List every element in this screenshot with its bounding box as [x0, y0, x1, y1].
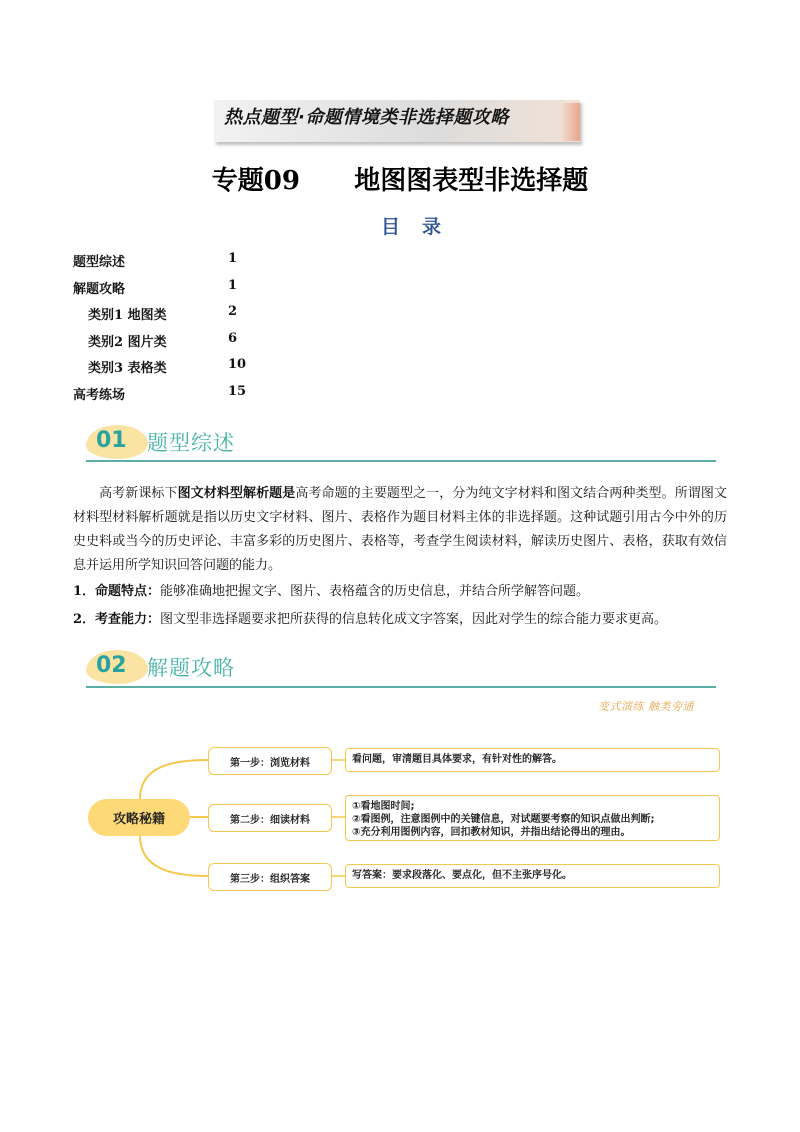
point-label: 1．命题特点：: [73, 584, 161, 599]
point-item: 1．命题特点：能够准确地把握文字、图片、表格蕴含的历史信息，并结合所学解答问题。: [73, 584, 590, 599]
point-item: 2．考查能力：图文型非选择题要求把所获得的信息转化成文字答案，因此对学生的综合能力要求更高。: [73, 612, 668, 627]
page-title: 专题09 地图图表型非选择题: [211, 166, 589, 196]
toc-heading: 目录: [380, 216, 463, 238]
mindmap-step: 第二步：细读材料: [208, 804, 332, 832]
intro-paragraph: 高考新课标下图文材料型解析题是高考命题的主要题型之一，分为纯文字材料和图文结合两种类型。所谓图文材料型材料解析题就是指以历史文字材料、图片、表格作为题目材料主体的非选择题。这种试题引用古今中外的历史史料或当今的历史评论、丰富多彩的历史图片、表格等，考查学生阅读材料，解读历史图片、表格，获取有效信息并运用所学知识回答问题的能力。: [73, 486, 727, 573]
toc-item-label[interactable]: 解题攻略: [73, 282, 126, 297]
toc-item-label[interactable]: 题型综述: [73, 255, 126, 270]
toc-item-page: 10: [228, 357, 247, 372]
toc-item-label[interactable]: 高考练场: [73, 388, 126, 403]
section-number: 01: [96, 428, 127, 453]
toc-item-label[interactable]: 类别1 地图类: [88, 308, 167, 323]
toc-item-page: 6: [228, 331, 238, 346]
mindmap-root: 攻略秘籍: [88, 799, 190, 836]
section-title: 解题攻略: [147, 656, 235, 680]
section-tagline: 变式演练 触类旁通: [598, 700, 694, 713]
toc-item-page: 15: [228, 384, 247, 399]
toc-item-label[interactable]: 类别3 表格类: [88, 361, 167, 376]
toc-item-page: 1: [228, 278, 238, 293]
mindmap-step-detail: 写答案：要求段落化、要点化，但不主张序号化。: [345, 864, 720, 888]
mindmap-step-detail: 看问题，审清题目具体要求，有针对性的解答。: [345, 748, 720, 772]
mindmap-step: 第三步：组织答案: [208, 863, 332, 891]
toc-item-page: 1: [228, 251, 238, 266]
toc-item-page: 2: [228, 304, 238, 319]
mindmap-step-detail: ①看地图时间; ②看图例，注意图例中的关键信息，对试题要考察的知识点做出判断; ③充分利用图例内容，回扣教材知识，并指出结论得出的理由。: [345, 795, 720, 841]
toc-item-label[interactable]: 类别2 图片类: [88, 335, 167, 350]
section-number: 02: [96, 653, 127, 678]
point-label: 2．考查能力：: [73, 612, 161, 627]
section-title: 题型综述: [147, 431, 235, 455]
banner-text: 热点题型·命题情境类非选择题攻略: [224, 107, 509, 128]
mindmap-step: 第一步：浏览材料: [208, 747, 332, 775]
